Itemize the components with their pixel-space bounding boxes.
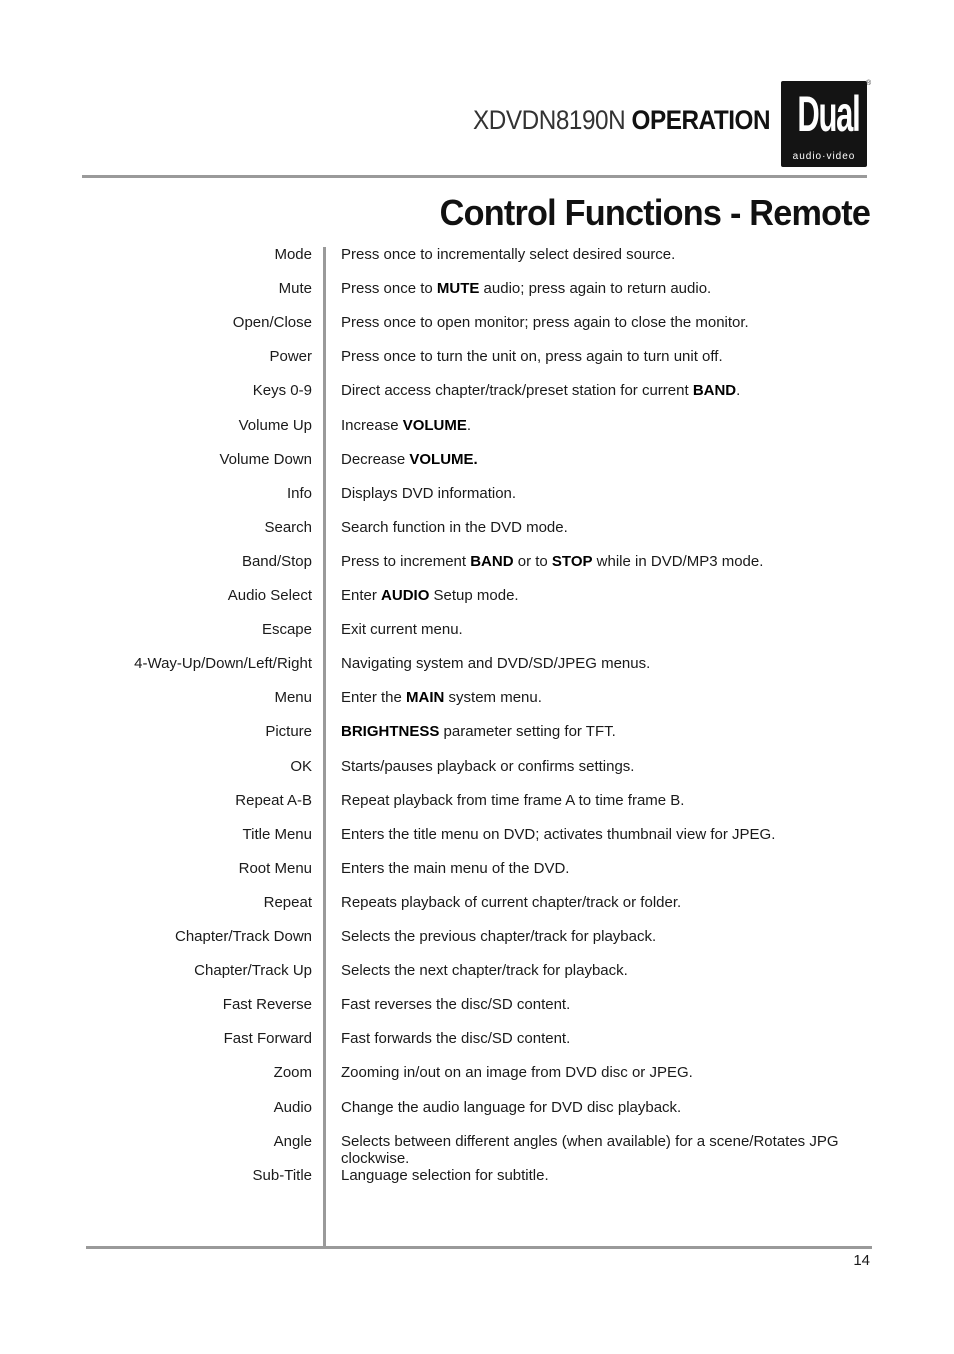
description-text: Change the audio language for DVD disc playback. <box>341 1098 682 1116</box>
logo-word: Dual <box>797 86 860 142</box>
function-description <box>341 723 851 740</box>
description-text: . <box>466 416 472 434</box>
function-label: Repeat <box>263 893 312 911</box>
function-label: Keys 0-9 <box>252 382 312 400</box>
function-description <box>341 792 851 809</box>
function-label: Escape <box>261 621 312 639</box>
function-description <box>341 314 851 331</box>
description-text: Increase <box>341 416 403 434</box>
page-number: 14 <box>853 1252 870 1269</box>
description-text: Setup mode. <box>429 587 519 604</box>
function-label: Open/Close <box>232 314 312 332</box>
function-label: Power <box>269 348 312 366</box>
description-text: audio; press again to return audio. <box>479 280 712 298</box>
function-description <box>341 655 851 672</box>
function-label: Info <box>286 484 312 502</box>
function-label: Mute <box>278 280 312 298</box>
description-text: parameter setting for TFT. <box>439 723 616 741</box>
function-label: Sub-Title <box>252 1166 312 1184</box>
function-label: Mode <box>274 246 312 263</box>
description-text: Enters the main menu of the DVD. <box>341 859 570 877</box>
function-description <box>341 451 851 468</box>
function-description <box>341 348 851 365</box>
function-label: Volume Down <box>219 450 312 468</box>
function-label: Fast Forward <box>223 1030 312 1048</box>
function-label: Menu <box>274 689 312 707</box>
function-description <box>341 1064 851 1081</box>
emphasis-text: BRIGHTNESS <box>341 723 440 741</box>
function-description <box>341 587 851 604</box>
top-divider <box>82 175 867 178</box>
function-description <box>341 280 851 297</box>
function-description <box>341 894 851 911</box>
function-label: Zoom <box>273 1064 312 1082</box>
function-description <box>341 246 851 263</box>
emphasis-text: STOP <box>551 552 593 570</box>
description-text: while in DVD/MP3 mode. <box>592 552 764 570</box>
description-text: Press once to <box>341 280 437 298</box>
description-text: Fast forwards the disc/SD content. <box>341 1030 571 1048</box>
model-name: XDVDN8190N <box>472 105 626 135</box>
description-text: Press once to open monitor; press again to close the monitor. <box>341 314 749 332</box>
dual-logo <box>781 81 867 167</box>
description-text: Enters the title menu on DVD; activates thumbnail view for JPEG. <box>341 825 776 843</box>
emphasis-text: MAIN <box>406 689 445 707</box>
column-divider <box>323 247 326 1247</box>
function-label: Picture <box>265 723 312 741</box>
function-description <box>341 1099 851 1116</box>
function-label: Angle <box>273 1132 312 1150</box>
function-label: Search <box>264 518 312 536</box>
description-text: Exit current menu. <box>341 621 463 639</box>
function-description <box>341 758 851 775</box>
function-description <box>341 1167 851 1184</box>
description-text: Navigating system and DVD/SD/JPEG menus. <box>341 655 651 673</box>
description-text: Zooming in/out on an image from DVD disc or JPEG. <box>341 1064 693 1082</box>
description-text: Fast reverses the disc/SD content. <box>341 996 571 1014</box>
header-title <box>473 105 770 136</box>
function-description <box>341 996 851 1013</box>
function-label: 4-Way-Up/Down/Left/Right <box>134 655 312 673</box>
function-label: Chapter/Track Up <box>194 962 312 980</box>
operation-label: OPERATION <box>631 105 770 135</box>
function-description <box>341 826 851 843</box>
function-description <box>341 1133 851 1167</box>
page-title: Control Functions - Remote <box>439 192 870 233</box>
function-description <box>341 860 851 877</box>
emphasis-text: BAND <box>692 382 737 400</box>
emphasis-text: AUDIO <box>381 587 430 604</box>
bottom-divider <box>86 1246 872 1249</box>
emphasis-text: BAND <box>470 552 514 570</box>
function-label: Chapter/Track Down <box>175 928 312 945</box>
description-text: system menu. <box>444 689 542 707</box>
function-label: Band/Stop <box>241 552 312 570</box>
logo-subtitle: audio·video <box>792 151 856 162</box>
registered-mark: ® <box>866 80 872 87</box>
function-label: Volume Up <box>238 416 312 434</box>
description-text: Enter the <box>341 689 407 707</box>
description-text: Language selection for subtitle. <box>341 1166 549 1184</box>
emphasis-text: MUTE <box>436 280 480 298</box>
description-text: Direct access chapter/track/preset station for current <box>341 382 693 400</box>
function-label: Repeat A-B <box>235 791 312 809</box>
description-text: Press once to turn the unit on, press again to turn unit off. <box>341 348 723 366</box>
description-text: Repeat playback from time frame A to time frame B. <box>341 791 685 809</box>
emphasis-text: VOLUME <box>402 416 467 434</box>
function-label: Fast Reverse <box>222 996 312 1014</box>
function-description <box>341 519 851 536</box>
function-description <box>341 553 851 570</box>
description-text: Displays DVD information. <box>341 484 517 502</box>
function-description <box>341 962 851 979</box>
function-description <box>341 485 851 502</box>
emphasis-text: VOLUME. <box>409 450 478 468</box>
description-text: . <box>736 382 741 400</box>
description-text: Search function in the DVD mode. <box>341 518 568 536</box>
function-description <box>341 689 851 706</box>
description-text: Selects between different angles (when available) for a scene/Rotates JPG clockwise. <box>341 1132 839 1167</box>
description-text: or to <box>513 552 552 570</box>
function-label: OK <box>290 757 312 775</box>
function-label: Audio <box>273 1098 312 1116</box>
function-label: Root Menu <box>238 859 312 877</box>
function-description <box>341 928 851 945</box>
description-text: Decrease <box>341 450 410 468</box>
function-label: Title Menu <box>242 825 312 843</box>
description-text: Selects the next chapter/track for playback. <box>341 962 628 980</box>
description-text: Selects the previous chapter/track for playback. <box>341 928 657 945</box>
description-text: Repeats playback of current chapter/track or folder. <box>341 893 682 911</box>
function-description <box>341 621 851 638</box>
description-text: Enter <box>341 587 382 604</box>
description-text: Press once to incrementally select desired source. <box>341 246 676 263</box>
function-description <box>341 417 851 434</box>
description-text: Starts/pauses playback or confirms settings. <box>341 757 635 775</box>
description-text: Press to increment <box>341 552 471 570</box>
function-description <box>341 382 851 399</box>
function-label: Audio Select <box>227 587 312 604</box>
function-description <box>341 1030 851 1047</box>
